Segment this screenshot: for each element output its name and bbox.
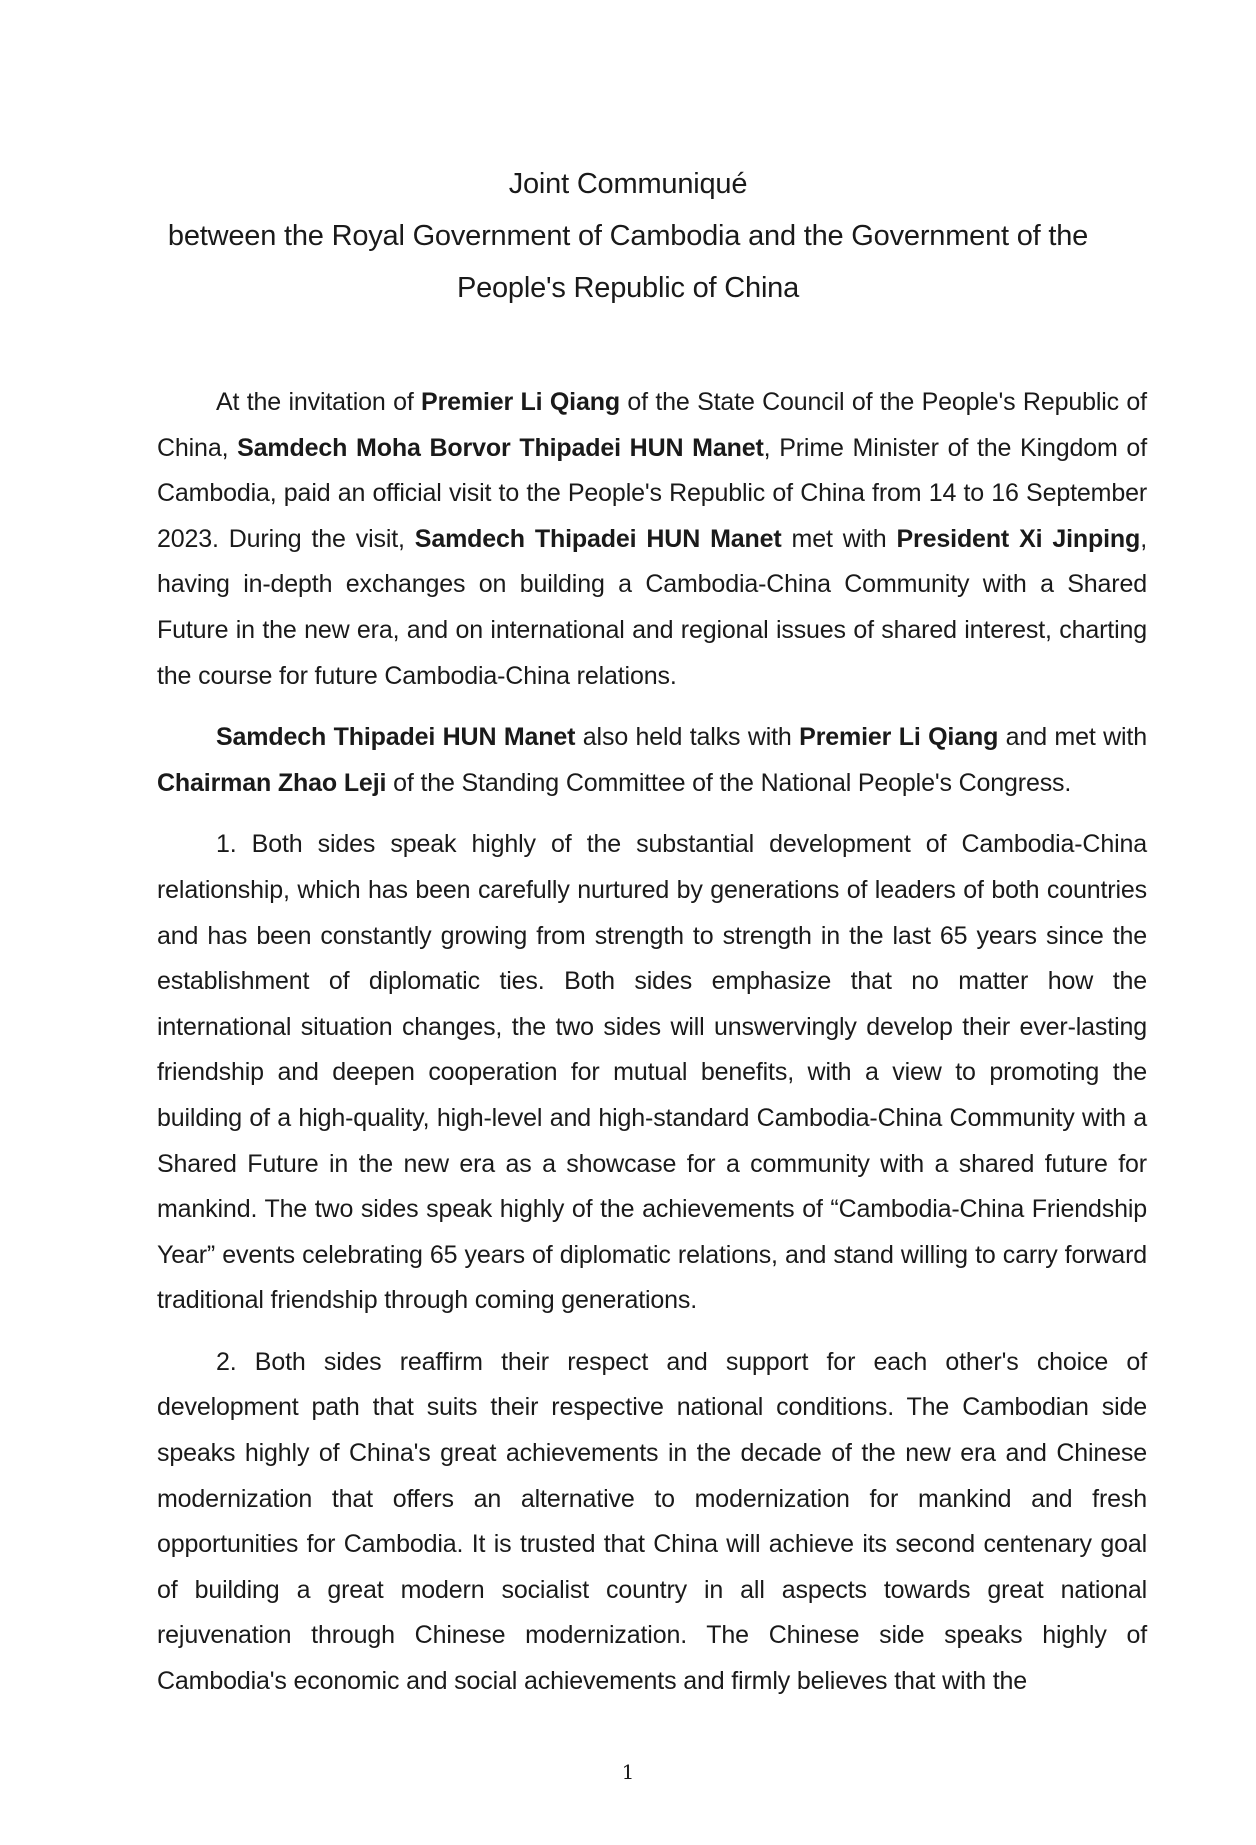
text-segment: , Prime Minister of the Kingdom of Cambodia, paid an official visit to the People's Republic of China from 14 to 16 September 2023. During the visit, bbox=[157, 433, 1147, 553]
page-number: 1 bbox=[621, 1760, 635, 1784]
title-line-3: People's Republic of China bbox=[456, 272, 800, 304]
title-line-2: between the Royal Government of Cambodia and the Government of the bbox=[167, 220, 1089, 252]
text-segment: 1. Both sides speak highly of the substantial development of Cambodia-China relationship, which has been carefully nurtured by generations of leaders of both countries and has been constantly growing from strength to strength in the last 65 years since the establishment of diplomatic ties. Both sides emphasize that no matter how the international situation changes, the two sides will unswervingly develop their ever-lasting friendship and deepen cooperation for mutual benefits, with a view to promoting the building of a high-quality, high-level and high-standard Cambodia-China Community with a Shared Future in the new era as a showcase for a community with a shared future for mankind. The two sides speak highly of the achievements of “Cambodia-China Friendship Year” events celebrating 65 years of diplomatic relations, and stand willing to carry forward traditional friendship through coming generations. bbox=[157, 830, 1147, 1315]
document-body bbox=[157, 380, 1147, 1721]
text-segment: , having in-depth exchanges on building a Cambodia-China Community with a Shared Future in the new era, and on international and regional issues of shared interest, charting the course for future Cambodia-China relations. bbox=[157, 524, 1147, 690]
bold-text-segment: Samdech Moha Borvor Thipadei HUN Manet bbox=[237, 433, 764, 462]
bold-text-segment: Premier Li Qiang bbox=[799, 723, 999, 752]
text-segment: met with bbox=[781, 524, 897, 553]
text-segment: of the State Council of the People's Republic of China, bbox=[157, 388, 1147, 462]
text-segment: 2. Both sides reaffirm their respect and support for each other's choice of development path that suits their respective national conditions. The Cambodian side speaks highly of China's great achievements in the decade of the new era and Chinese modernization that offers an alternative to modernization for mankind and fresh opportunities for Cambodia. It is trusted that China will achieve its second centenary goal of building a great modern socialist country in all aspects towards great national rejuvenation through Chinese modernization. The Chinese side speaks highly of Cambodia's economic and social achievements and firmly believes that with the bbox=[157, 1347, 1147, 1696]
paragraph bbox=[157, 380, 1147, 699]
text-segment: of the Standing Committee of the National People's Congress. bbox=[386, 768, 1072, 797]
paragraph bbox=[157, 715, 1147, 806]
bold-text-segment: Premier Li Qiang bbox=[421, 388, 620, 416]
paragraph bbox=[157, 822, 1147, 1324]
bold-text-segment: President Xi Jinping bbox=[896, 524, 1141, 553]
text-segment: and met with bbox=[998, 723, 1147, 752]
text-segment: also held talks with bbox=[575, 723, 800, 752]
document-title bbox=[100, 158, 1156, 314]
bold-text-segment: Samdech Thipadei HUN Manet bbox=[414, 524, 782, 553]
title-line-1: Joint Communiqué bbox=[508, 168, 748, 200]
bold-text-segment: Samdech Thipadei HUN Manet bbox=[216, 723, 576, 752]
paragraph bbox=[157, 1340, 1147, 1705]
bold-text-segment: Chairman Zhao Leji bbox=[157, 768, 387, 797]
text-segment: At the invitation of bbox=[216, 388, 422, 416]
